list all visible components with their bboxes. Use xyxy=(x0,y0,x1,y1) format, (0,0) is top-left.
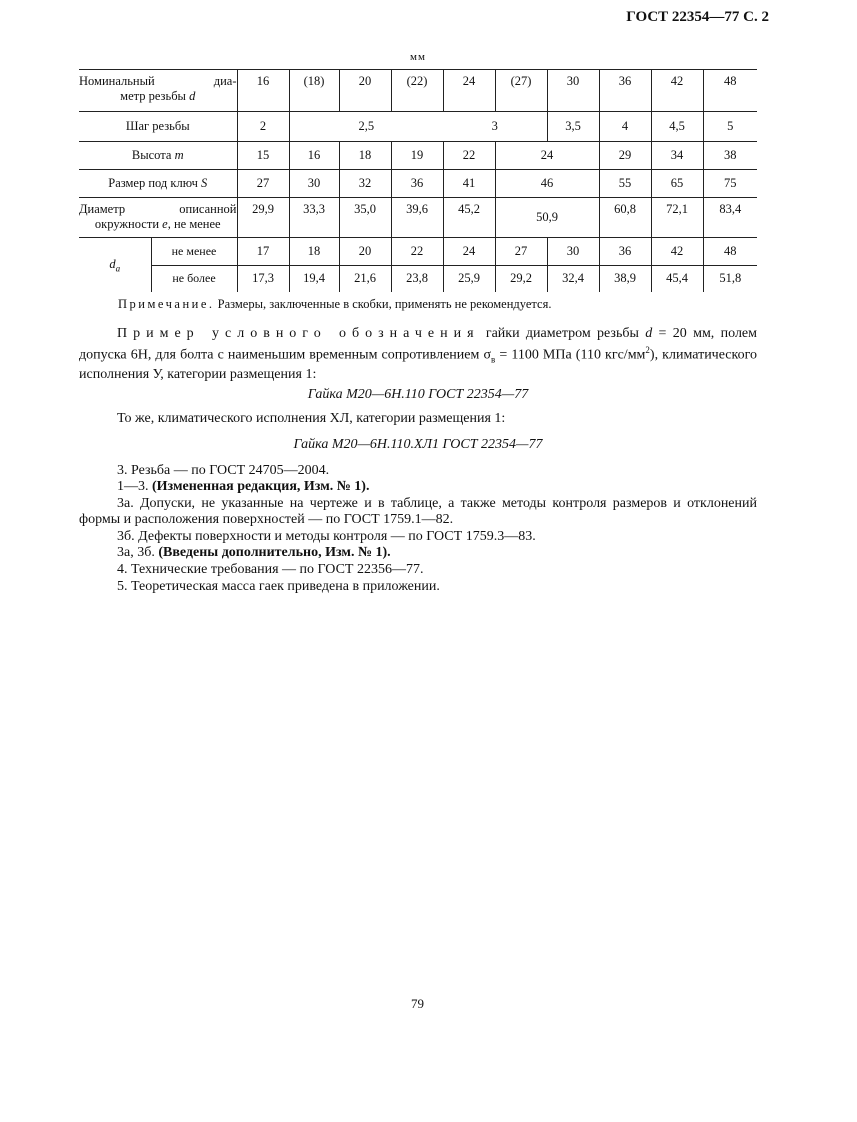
table-cell: 4 xyxy=(599,112,651,142)
table-cell: (22) xyxy=(391,70,443,112)
table-cell: (27) xyxy=(495,70,547,112)
table-cell: 36 xyxy=(599,238,651,266)
nut-dimensions-table xyxy=(79,69,757,292)
table-cell: 48 xyxy=(703,70,757,112)
table-row xyxy=(79,170,757,198)
table-cell: 18 xyxy=(339,142,391,170)
table-cell: 30 xyxy=(289,170,339,198)
table-cell: 55 xyxy=(599,170,651,198)
table-cell: 17,3 xyxy=(237,266,289,292)
item-5: 5. Теоретическая масса гаек приведена в приложении. xyxy=(117,579,440,594)
table-cell: 3 xyxy=(443,112,547,142)
designation-2: Гайка М20—6Н.110.ХЛ1 ГОСТ 22354—77 xyxy=(293,437,543,452)
table-cell: 16 xyxy=(237,70,289,112)
item-3a-3b-amendment: 3а, 3б. (Введены дополнительно, Изм. № 1). xyxy=(117,545,391,560)
table-cell: 35,0 xyxy=(339,198,391,238)
table-note: Примечание. Размеры, заключенные в скобки, применять не рекомендуется. xyxy=(118,297,552,311)
table-cell: 21,6 xyxy=(339,266,391,292)
table-cell: 39,6 xyxy=(391,198,443,238)
table-cell: 51,8 xyxy=(703,266,757,292)
table-cell: 27 xyxy=(237,170,289,198)
table-cell: 60,8 xyxy=(599,198,651,238)
table-cell: 15 xyxy=(237,142,289,170)
table-cell: 30 xyxy=(547,70,599,112)
table-cell: 34 xyxy=(651,142,703,170)
table-cell: 75 xyxy=(703,170,757,198)
table-cell: 25,9 xyxy=(443,266,495,292)
row-label: Шаг резьбы xyxy=(79,112,237,142)
table-row xyxy=(79,266,757,292)
item-4: 4. Технические требования — по ГОСТ 22356—77. xyxy=(117,562,424,577)
item-3b: 3б. Дефекты поверхности и методы контроля — по ГОСТ 1759.3—83. xyxy=(117,529,536,544)
designation-example: Пример условного обозначения гайки диаметром резьбы d = 20 мм, полем допуска 6H, для болта с наименьшим временным сопротивлением $\sigma_в = 1100$ МПа (110 кгс/$мм^2$), климатического исполнения У, категории размещения 1: xyxy=(79,326,758,383)
table-cell: 41 xyxy=(443,170,495,198)
table-cell: 72,1 xyxy=(651,198,703,238)
table-cell: 42 xyxy=(651,70,703,112)
table-row xyxy=(79,142,757,170)
table-cell: 22 xyxy=(391,238,443,266)
table-cell: 38 xyxy=(703,142,757,170)
table-cell: 22 xyxy=(443,142,495,170)
table-cell: 42 xyxy=(651,238,703,266)
table-cell: 24 xyxy=(495,142,599,170)
item-1-3-amendment: 1—3. (Измененная редакция, Изм. № 1). xyxy=(117,479,370,494)
table-row xyxy=(79,70,757,112)
item-3a: 3а. Допуски, не указанные на чертеже и в таблице, а также методы контроля размеров и отклонений формы и расположения поверхностей — по ГОСТ 1759.1—82. xyxy=(79,496,757,527)
designation-1: Гайка М20—6Н.110 ГОСТ 22354—77 xyxy=(307,387,529,402)
row-sublabel: не более xyxy=(151,266,237,292)
table-cell: 33,3 xyxy=(289,198,339,238)
row-label: Диаметр описанной окружности e, не менее xyxy=(79,198,237,238)
table-cell: 24 xyxy=(443,70,495,112)
table-cell: (18) xyxy=(289,70,339,112)
table-cell: 36 xyxy=(391,170,443,198)
table-cell: 20 xyxy=(339,238,391,266)
row-sublabel: не менее xyxy=(151,238,237,266)
units-label: мм xyxy=(410,51,426,63)
table-cell: 45,4 xyxy=(651,266,703,292)
row-label: Высота m xyxy=(79,142,237,170)
page-number: 79 xyxy=(411,996,424,1011)
table-cell: 65 xyxy=(651,170,703,198)
table-row xyxy=(79,112,757,142)
table-cell: 38,9 xyxy=(599,266,651,292)
table-cell: 32,4 xyxy=(547,266,599,292)
row-label-da: $d_a$ xyxy=(79,238,151,292)
table-row xyxy=(79,198,757,238)
table-cell: 16 xyxy=(289,142,339,170)
table-cell: 2,5 xyxy=(289,112,443,142)
table-cell: 36 xyxy=(599,70,651,112)
item-3: 3. Резьба — по ГОСТ 24705—2004. xyxy=(117,463,330,478)
table-cell: 46 xyxy=(495,170,599,198)
table-cell: 18 xyxy=(289,238,339,266)
table-cell: 45,2 xyxy=(443,198,495,238)
table-cell: 30 xyxy=(547,238,599,266)
row-label: Размер под ключ S xyxy=(79,170,237,198)
table-cell: 29,2 xyxy=(495,266,547,292)
table-cell: 19 xyxy=(391,142,443,170)
table-cell: 32 xyxy=(339,170,391,198)
row-label: Номинальный диа- метр резьбы d xyxy=(79,70,237,112)
table-cell: 27 xyxy=(495,238,547,266)
table-cell: 50,9 xyxy=(495,198,599,238)
table-cell: 5 xyxy=(703,112,757,142)
document-header: ГОСТ 22354—77 С. 2 xyxy=(626,9,769,25)
table-cell: 23,8 xyxy=(391,266,443,292)
table-cell: 24 xyxy=(443,238,495,266)
table-cell: 2 xyxy=(237,112,289,142)
same-text: То же, климатического исполнения ХЛ, категории размещения 1: xyxy=(117,411,506,426)
table-cell: 20 xyxy=(339,70,391,112)
table-row xyxy=(79,238,757,266)
table-cell: 4,5 xyxy=(651,112,703,142)
table-cell: 19,4 xyxy=(289,266,339,292)
table-cell: 83,4 xyxy=(703,198,757,238)
table-cell: 17 xyxy=(237,238,289,266)
table-cell: 48 xyxy=(703,238,757,266)
table-cell: 3,5 xyxy=(547,112,599,142)
table-cell: 29 xyxy=(599,142,651,170)
table-cell: 29,9 xyxy=(237,198,289,238)
